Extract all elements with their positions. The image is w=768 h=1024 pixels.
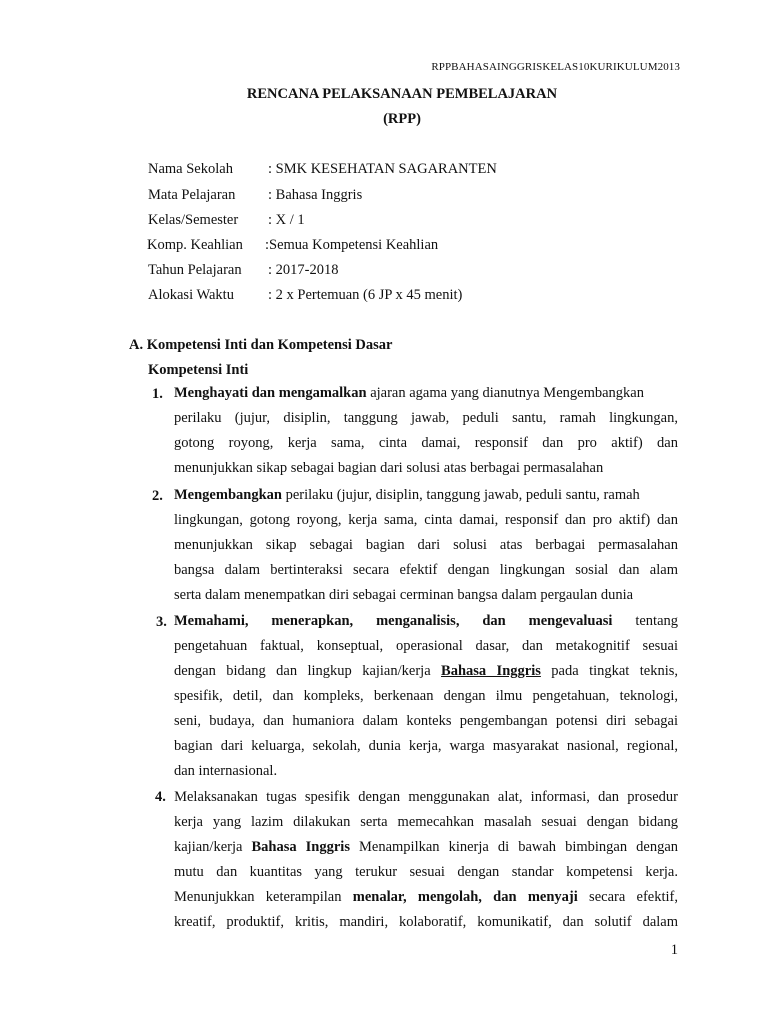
document-header-code: RPPBAHASAINGGRISKELAS10KURIKULUM2013 xyxy=(431,61,680,73)
item-number: 1. xyxy=(152,386,163,402)
subject-highlight: Bahasa Inggris xyxy=(441,663,541,679)
item-body: Menghayati dan mengamalkan ajaran agama yang dianutnya Mengembangkan perilaku (jujur, disiplin, tanggung jawab, peduli santu, ramah lingkungan, gotong royong, kerja sama, cinta damai, responsif dan pro aktif) dan menunjukkan sikap sebagai bagian dari solusi atas berbagai permasalahan xyxy=(174,381,678,481)
item-body: kerja yang lazim dilakukan serta memecahkan masalah sesuai dengan bidang kajian/kerja Bahasa Inggris Menampilkan kinerja di bawah bimbingan dengan mutu dan kuantitas yang terukur sesuai dengan standar kompetensi kerja. Menunjukkan keterampilan menalar, mengolah, dan menyaji secara efektif, kreatif, produktif, kritis, mandiri, kolaboratif, komunikatif, dan solutif dalam xyxy=(174,810,678,935)
info-label-alokasi-waktu: Alokasi Waktu xyxy=(148,287,234,303)
info-value-mata-pelajaran: : Bahasa Inggris xyxy=(268,187,363,203)
page-number: 1 xyxy=(670,942,678,958)
item-line: bagian dari keluarga, sekolah, dunia kerja, warga masyarakat nasional, regional, xyxy=(174,738,678,754)
item-line: serta dalam menempatkan diri sebagai cerminan bangsa dalam pergaulan dunia xyxy=(174,587,634,603)
kompetensi-inti-heading: Kompetensi Inti xyxy=(148,362,249,378)
item-number: 2. xyxy=(152,488,163,504)
document-title: RENCANA PELAKSANAAN PEMBELAJARAN xyxy=(246,86,558,102)
info-label-tahun-pelajaran: Tahun Pelajaran xyxy=(148,262,242,278)
item-body: Mengembangkan perilaku (jujur, disiplin, tanggung jawab, peduli santu, ramah lingkungan, gotong royong, kerja sama, cinta damai, responsif dan pro aktif) dan menunjukkan sikap sebagai bagian dari solusi atas berbagai permasalahan bangsa dalam bertinteraksi secara efektif dengan lingkungan sosial dan alam serta dalam menempatkan diri sebagai cerminan bangsa dalam pergaulan dunia xyxy=(174,483,678,608)
skill-highlight: menalar, mengolah, dan menyaji xyxy=(352,889,578,905)
info-label-nama-sekolah: Nama Sekolah xyxy=(148,161,233,177)
info-value-kelas-semester: : X / 1 xyxy=(268,212,305,228)
item-line: menunjukkan sikap sebagai bagian dari solusi atas berbagai permasalahan xyxy=(174,460,604,476)
item-line: pengetahuan faktual, konseptual, operasional dasar, dan metakognitif sesuai xyxy=(174,638,678,654)
info-label-komp-keahlian: Komp. Keahlian xyxy=(147,237,243,253)
item-number: 3. xyxy=(156,614,167,630)
document-subtitle: (RPP) xyxy=(383,111,421,127)
item-bold-lead: Menghayati dan mengamalkan xyxy=(174,385,367,401)
item-line: seni, budaya, dan humaniora dalam konteks pengembangan potensi diri sebagai xyxy=(174,713,678,729)
item-line: mutu dan kuantitas yang terukur sesuai dengan standar kompetensi kerja. xyxy=(174,864,678,880)
info-value-nama-sekolah: : SMK KESEHATAN SAGARANTEN xyxy=(268,161,497,177)
info-value-alokasi-waktu: : 2 x Pertemuan (6 JP x 45 menit) xyxy=(268,287,463,303)
info-label-kelas-semester: Kelas/Semester xyxy=(148,212,239,228)
subject-highlight: Bahasa Inggris xyxy=(251,839,350,855)
item-bold-lead: Mengembangkan xyxy=(174,487,282,503)
info-value-tahun-pelajaran: : 2017-2018 xyxy=(268,262,339,278)
item-line: kreatif, produktif, kritis, mandiri, kolaboratif, komunikatif, dan solutif dalam xyxy=(174,914,678,930)
item-line: bangsa dalam bertinteraksi secara efektif dengan lingkungan sosial dan alam xyxy=(174,562,678,578)
item-line: spesifik, detil, dan kompleks, berkenaan dengan ilmu pengetahuan, teknologi, xyxy=(174,688,678,704)
info-value-komp-keahlian: :Semua Kompetensi Keahlian xyxy=(265,237,439,253)
section-a-heading: A. Kompetensi Inti dan Kompetensi Dasar xyxy=(129,337,393,353)
item-line: lingkungan, gotong royong, kerja sama, cinta damai, responsif dan pro aktif) dan xyxy=(174,512,678,528)
info-label-mata-pelajaran: Mata Pelajaran xyxy=(148,187,236,203)
item-body: Memahami, menerapkan, menganalisis, dan mengevaluasi tentang pengetahuan faktual, konseptual, operasional dasar, dan metakognitif sesuai dengan bidang dan lingkup kajian/kerja Bahasa Inggris pada tingkat teknis, spesifik, detil, dan kompleks, berkenaan dengan ilmu pengetahuan, teknologi, seni, budaya, dan humaniora dalam konteks pengembangan potensi diri sebagai bagian dari keluarga, sekolah, dunia kerja, warga masyarakat nasional, regional, dan internasional. xyxy=(174,609,678,784)
item-line: dan internasional. xyxy=(174,763,278,779)
item-number: 4. xyxy=(155,789,166,805)
item-line: gotong royong, kerja sama, cinta damai, responsif dan pro aktif) dan xyxy=(174,435,678,451)
item-line: menunjukkan sikap sebagai bagian dari solusi atas berbagai permasalahan xyxy=(174,537,678,553)
item-bold-lead: Memahami, menerapkan, menganalisis, dan mengevaluasi xyxy=(174,613,613,629)
item-line: perilaku (jujur, disiplin, tanggung jawab, peduli santu, ramah lingkungan, xyxy=(174,410,678,426)
item-line: kerja yang lazim dilakukan serta memecahkan masalah sesuai dengan bidang xyxy=(174,814,678,830)
